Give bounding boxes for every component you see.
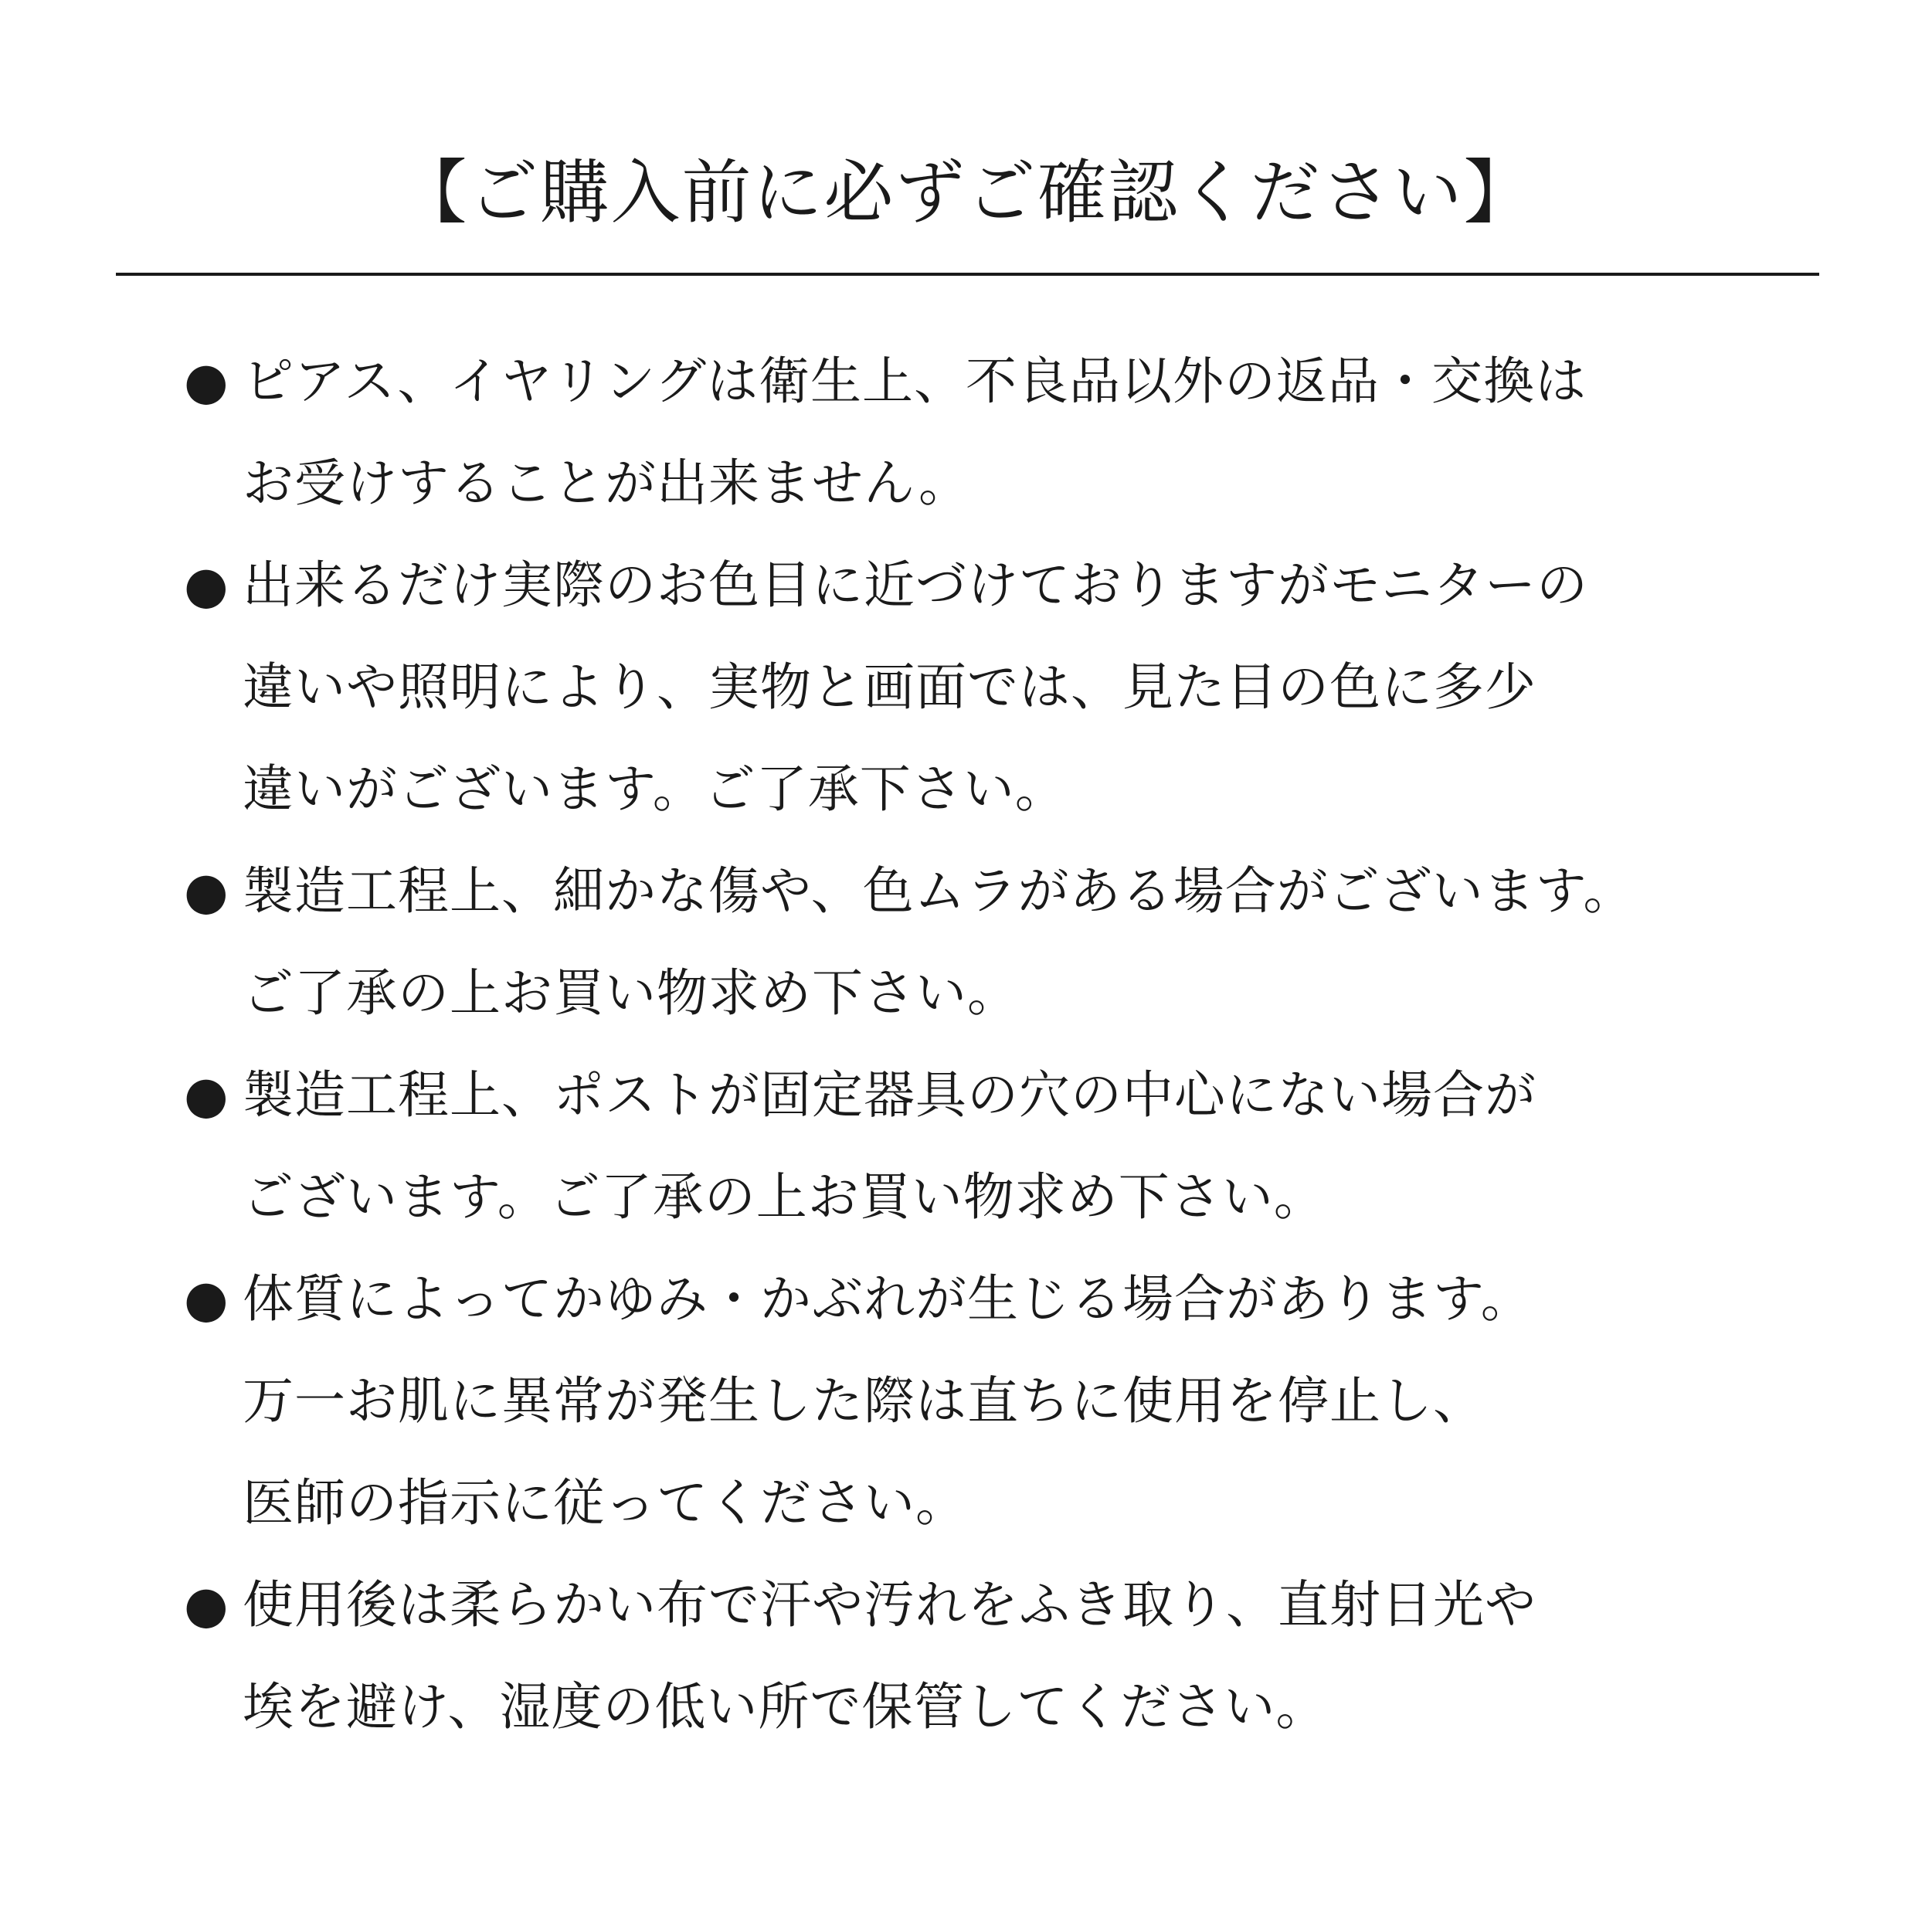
note-line: 使用後は柔らかい布で汗や汚れをふき取り、直射日光や — [243, 1575, 1536, 1635]
bullet-icon: ● — [184, 1269, 229, 1329]
bullet-icon: ● — [184, 351, 229, 411]
note-line: 違いがございます。ご了承下さい。 — [243, 759, 1067, 819]
bullet-icon: ● — [184, 1065, 229, 1125]
note-line: お受けすることが出来ません。 — [243, 453, 970, 513]
note-line: ご了承の上お買い物求め下さい。 — [243, 963, 1019, 1023]
note-line: 製造工程上、ポストが固定器具の穴の中心にない場合が — [243, 1065, 1536, 1125]
list-item — [185, 331, 1815, 535]
note-line: 医師の指示に従ってください。 — [243, 1473, 967, 1533]
bullet-icon: ● — [184, 555, 229, 615]
title-divider — [116, 273, 1819, 276]
note-line: 埃を避け、湿度の低い所で保管してください。 — [243, 1677, 1328, 1737]
note-line: ピアス、イヤリングは衛生上、不良品以外の返品・交換は — [243, 351, 1587, 411]
note-line: 違いや照明により、実物と画面では、見た目の色に多少 — [243, 657, 1536, 717]
note-line: 体質によってかゆみ・かぶれが生じる場合があります。 — [243, 1269, 1533, 1329]
bullet-icon: ● — [184, 861, 229, 921]
list-item — [185, 1044, 1815, 1248]
notice-list — [185, 331, 1815, 1758]
list-item — [185, 535, 1815, 840]
note-line: 製造工程上、細かな傷や、色ムラがある場合がございます。 — [243, 861, 1635, 921]
note-line: ございます。ご了承の上お買い物求め下さい。 — [243, 1167, 1326, 1227]
list-item — [185, 840, 1815, 1044]
note-line: 出来るだけ実際のお色目に近づけておりますがモニターの — [243, 555, 1588, 615]
note-line: 万一お肌に異常が発生した際は直ちに使用を停止し、 — [243, 1371, 1485, 1431]
page-title: 【ご購入前に必ずご確認ください】 — [397, 152, 1535, 233]
list-item — [185, 1248, 1815, 1554]
list-item — [185, 1554, 1815, 1758]
bullet-icon: ● — [184, 1575, 229, 1635]
